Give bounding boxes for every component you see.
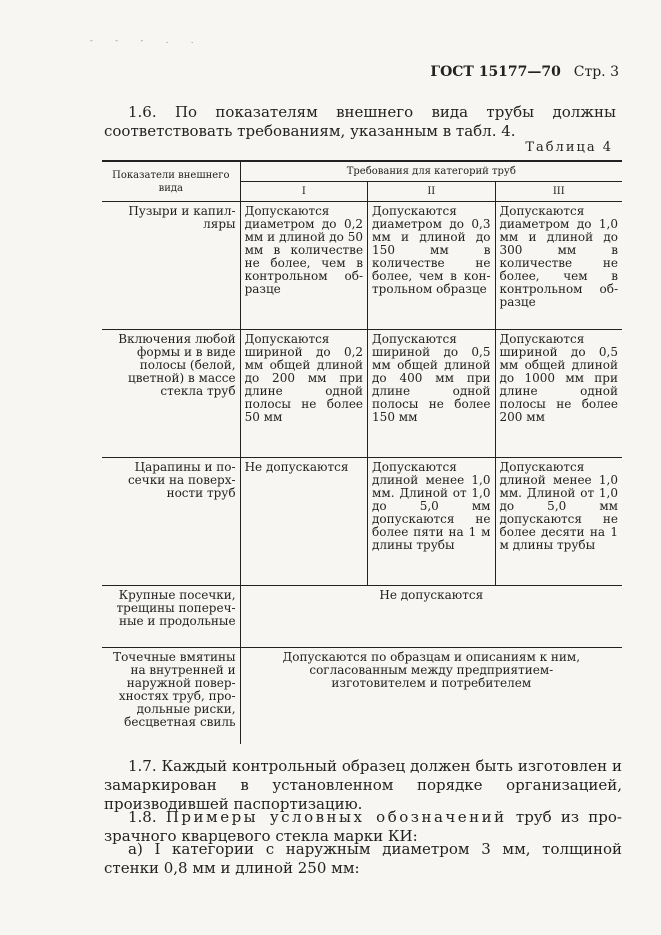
table-caption: Таблица 4 <box>525 140 613 155</box>
clause-1-6: 1.6. По показателям внешнего вида трубы должны соответствовать требованиям, указанным в табл. 4. <box>104 103 616 140</box>
requirement-cell: Допускаются длиной менее 1,0 мм. Длиной от 1,0 до 5,0 мм допускаются не более пяти на 1 м длины трубы <box>368 458 495 586</box>
clause-1-7: 1.7. Каждый контрольный образец должен быть изготовлен и замаркирован в установленном порядке организацией, производившей паспортизацию. <box>104 757 622 813</box>
table-row <box>102 586 622 648</box>
clause-1-8-a: а) I категории с наружным диаметром 3 мм, толщиной стенки 0,8 мм и длиной 250 мм: <box>104 840 622 877</box>
feature-cell: Пузыри и капилляры <box>102 202 240 330</box>
clause-1-8-number: 1.8. <box>128 808 157 826</box>
header-feature: Показатели внешнего вида <box>102 161 240 202</box>
page-header <box>430 64 619 80</box>
requirement-cell: Допускаются диаметром до 0,3 мм и длиной до 150 мм в количестве не более, чем в контрольном образце <box>368 202 495 330</box>
header-category-2: II <box>368 182 495 202</box>
requirement-cell: Допускаются диаметром до 1,0 мм и длиной до 300 мм в количестве не более, чем в контрольном образце <box>495 202 622 330</box>
requirement-cell: Допускаются шириной до 0,5 мм общей длиной до 400 мм при длине одной полосы не более 150 мм <box>368 330 495 458</box>
table-row <box>102 202 622 330</box>
feature-cell: Включения любой формы и в виде полосы (белой, цветной) в массе стекла труб <box>102 330 240 458</box>
requirement-cell: Допускаются диаметром до 0,2 мм и длиной до 50 мм в количестве не более, чем в контрольном образце <box>240 202 367 330</box>
standard-number: ГОСТ 15177—70 <box>430 64 561 80</box>
requirement-cell: Допускаются шириной до 0,2 мм общей длиной до 200 мм при длине одной полосы не более 50 мм <box>240 330 367 458</box>
clause-1-8-text: труб из прозрачного кварцевого стекла марки КИ: <box>104 808 622 845</box>
requirement-cell: Допускаются шириной до 0,5 мм общей длиной до 1000 мм при длине одной полосы не более 200 мм <box>495 330 622 458</box>
scan-artifacts: - - - . . <box>90 36 204 45</box>
table-row <box>102 458 622 586</box>
feature-cell: Точечные вмятины на внутренней и наружной поверхностях труб, продольные риски, бесцветная свиль <box>113 650 236 729</box>
table-row <box>102 648 622 744</box>
clause-1-8-heading: Примеры условных обозначений <box>165 808 507 826</box>
header-category-1: I <box>240 182 367 202</box>
merged-requirement-cell: Не допускаются <box>240 586 622 648</box>
header-category-3: III <box>495 182 622 202</box>
requirement-cell: Не допускаются <box>240 458 367 586</box>
merged-requirement-cell: Допускаются по образцам и описаниям к ним, согласованным между предприятием-изготовителем и потребителем <box>240 648 622 744</box>
table-row <box>102 330 622 458</box>
requirements-table <box>102 160 622 744</box>
page-number: Стр. 3 <box>573 64 619 80</box>
feature-cell: Крупные посечки, трещины поперечные и продольные <box>102 586 240 648</box>
feature-cell: Царапины и посечки на поверхности труб <box>102 458 240 586</box>
requirement-cell: Допускаются длиной менее 1,0 мм. Длиной от 1,0 до 5,0 мм допускаются не более десяти на 1 м длины трубы <box>495 458 622 586</box>
header-requirements: Требования для категорий труб <box>240 161 622 182</box>
